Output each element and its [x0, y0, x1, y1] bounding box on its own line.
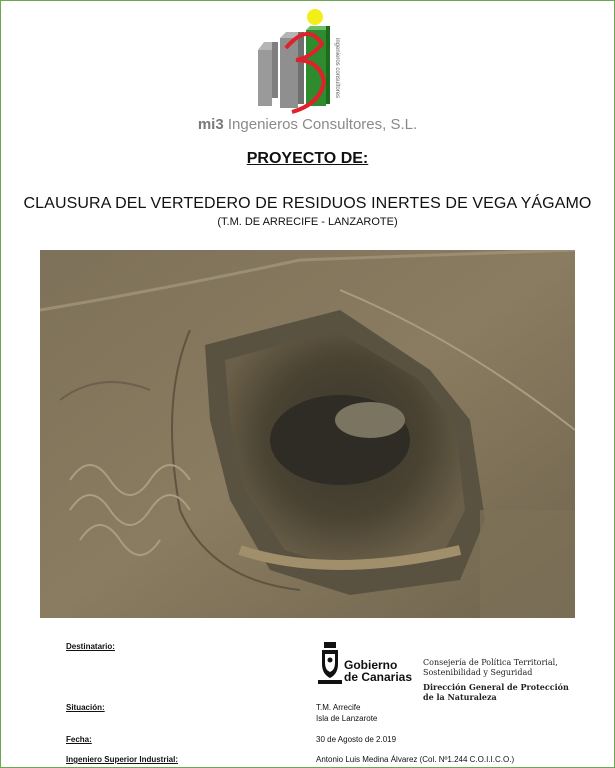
situacion-line2: Isla de Lanzarote: [316, 714, 378, 723]
logo-vertical-text: ingenieros consultores: [334, 38, 340, 99]
company-name-text: Ingenieros Consultores, S.L.: [227, 116, 418, 133]
company-brand: mi3: [197, 116, 224, 133]
mi3-logo: [250, 8, 350, 116]
gobierno-line1: Gobierno: [344, 658, 398, 672]
gobierno-name: [344, 659, 412, 683]
consejeria-line1: Consejería de Política Territorial,: [423, 658, 558, 667]
project-title: CLAUSURA DEL VERTEDERO DE RESIDUOS INERTES DE VEGA YÁGAMO: [23, 195, 592, 212]
ingeniero-value: Antonio Luis Medina Álvarez (Col. Nº1.244 C.O.I.I.C.O.): [316, 755, 515, 764]
direccion-line2: de la Naturaleza: [423, 692, 497, 702]
consejeria-line2: Sostenibilidad y Seguridad: [423, 668, 533, 677]
fecha-label: Fecha:: [66, 735, 92, 744]
fecha-value: 30 de Agosto de 2.019: [316, 735, 397, 744]
situacion-label: Situación:: [66, 703, 105, 712]
situacion-line1: T.M. Arrecife: [316, 703, 361, 712]
direccion-line1: Dirección General de Protección: [423, 682, 569, 692]
gobierno-canarias-emblem: [318, 642, 342, 684]
consejeria-block: [423, 658, 569, 702]
project-heading: PROYECTO DE:: [246, 150, 369, 167]
company-name: [0, 116, 615, 133]
destinatario-label: Destinatario:: [66, 642, 115, 651]
gobierno-line2: de Canarias: [344, 670, 413, 684]
aerial-photo: [40, 250, 575, 618]
ingeniero-label: Ingeniero Superior Industrial:: [66, 755, 179, 764]
situacion-value: [316, 702, 377, 724]
project-subtitle: (T.M. DE ARRECIFE - LANZAROTE): [217, 216, 398, 228]
